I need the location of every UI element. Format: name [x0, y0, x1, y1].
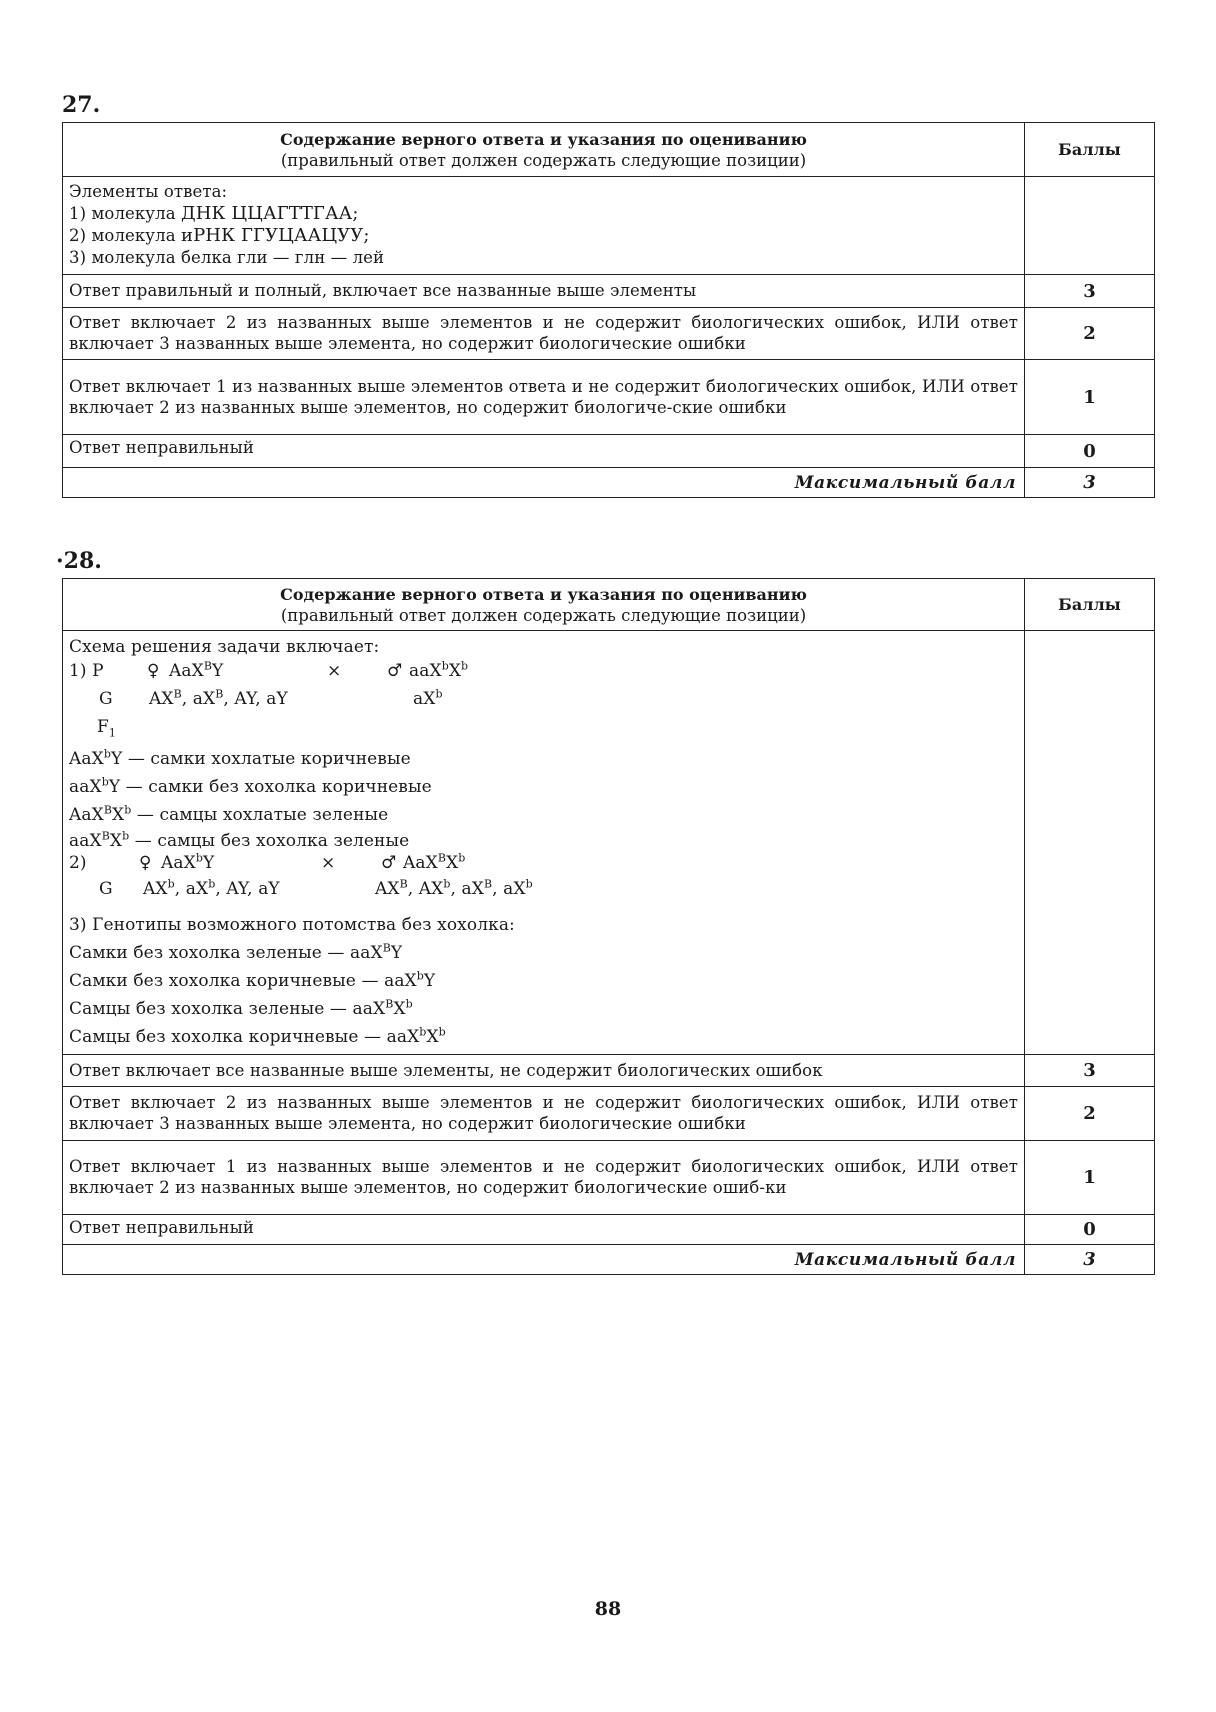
q27-element-2: 2) молекула иРНК ГГУЦААЦУУ;: [69, 225, 370, 246]
q28-cross2-male-genotype: $AaX^BX^b$: [403, 851, 466, 873]
q27-criterion-row: [63, 275, 1155, 308]
q28-cross1-parents: [69, 661, 1018, 689]
q27-criterion-text: Ответ включает 2 из названных выше элементов и не содержит биологических ошибок, ИЛИ ответ включает 3 названных выше элемента, но содержит биологические ошибки: [63, 308, 1025, 360]
q28-criterion-score: 2: [1025, 1087, 1155, 1141]
question-28-number: ·28.: [56, 548, 102, 574]
q28-header-subtitle: (правильный ответ должен содержать следующие позиции): [280, 605, 807, 625]
q28-header-content: [63, 579, 1025, 631]
q27-element-3: 3) молекула белка гли — глн — лей: [69, 248, 385, 267]
q28-solution-cell: [63, 631, 1025, 1055]
q28-max-row: [63, 1245, 1155, 1275]
q28-criterion-score: 3: [1025, 1055, 1155, 1087]
q27-header-row: [63, 123, 1155, 177]
q28-solution-score: [1025, 631, 1155, 1055]
question-27-number: 27.: [62, 92, 101, 118]
q27-elements-cell: [63, 177, 1025, 275]
q27-max-label: Максимальный балл: [63, 468, 1025, 498]
q28-cross1-female-genotype: AaX$^B$Y: [169, 659, 224, 681]
q28-cross2-gametes: [69, 879, 1018, 911]
q28-offspring1-item: $AaX^BX^b$ — самцы хохлатые зеленые: [69, 803, 389, 825]
q28-f1-label: $F_1$: [97, 717, 117, 740]
q28-header-score: Баллы: [1025, 579, 1155, 631]
q28-criterion-text: Ответ включает все названные выше элементы, не содержит биологических ошибок: [63, 1055, 1025, 1087]
q28-cross2-parents: [69, 853, 1018, 879]
q28-max-value: 3: [1025, 1245, 1155, 1275]
female-symbol-icon: ♀: [139, 853, 152, 873]
q28-cross2-female-genotype: AaX$^b$Y: [161, 851, 215, 873]
q27-criterion-row: [63, 308, 1155, 360]
q27-header-content: [63, 123, 1025, 177]
q28-offspring3-item: Самцы без хохолка коричневые — $aaX^bX^b$: [69, 1025, 446, 1047]
q27-criterion-score: 1: [1025, 360, 1155, 435]
male-symbol-icon: ♂: [381, 853, 397, 873]
q27-max-value: 3: [1025, 468, 1155, 498]
q28-cross2-male-gametes: $AX^B$, $AX^b$, $aX^B$, $aX^b$: [375, 877, 533, 899]
q28-cross1-male-genotype: $aaX^bX^b$: [409, 659, 469, 681]
q28-criterion-text: Ответ неправильный: [63, 1215, 1025, 1245]
q28-criterion-row: [63, 1215, 1155, 1245]
q27-element-1: 1) молекула ДНК ЦЦАГТТГАА;: [69, 203, 359, 224]
q28-criterion-row: [63, 1055, 1155, 1087]
cross-symbol-icon: ×: [327, 661, 342, 681]
q27-header-subtitle: (правильный ответ должен содержать следующие позиции): [280, 150, 807, 170]
q28-criterion-score: 1: [1025, 1141, 1155, 1215]
q27-grading-table: [62, 122, 1155, 498]
q27-criterion-score: 3: [1025, 275, 1155, 308]
q28-cross1-f1: [69, 717, 1018, 745]
q28-offspring1-item: aaX$^b$Y — самки без хохолка коричневые: [69, 775, 432, 797]
q28-offspring1-item: AaX$^b$Y — самки хохлатые коричневые: [69, 747, 411, 769]
q27-criterion-text: Ответ правильный и полный, включает все названные выше элементы: [63, 275, 1025, 308]
q28-cross2-female-gametes: $AX^b$, $aX^b$, AY, aY: [143, 877, 280, 899]
q28-cross2-num: 2): [69, 853, 87, 873]
q28-cross1-male-gametes: $aX^b$: [413, 687, 443, 709]
male-symbol-icon: ♂: [387, 661, 403, 681]
q27-criterion-score: 0: [1025, 435, 1155, 468]
q28-criterion-row: [63, 1087, 1155, 1141]
q28-offspring3-item: Самки без хохолка коричневые — aaX$^b$Y: [69, 969, 436, 991]
q28-scheme-label: Схема решения задачи включает:: [69, 637, 380, 657]
q28-grading-table: [62, 578, 1155, 1275]
q27-criterion-row: [63, 435, 1155, 468]
q27-header-title: Содержание верного ответа и указания по оцениванию: [280, 129, 807, 149]
q27-criterion-text: Ответ включает 1 из названных выше элементов ответа и не содержит биологических ошибок, ИЛИ ответ включает 2 из названных выше элементов, но содержит биологиче-ские ошибки: [63, 360, 1025, 435]
q27-criterion-row: [63, 360, 1155, 435]
q27-elements-score: [1025, 177, 1155, 275]
q28-cross2-g-label: G: [99, 879, 113, 899]
page-number: 88: [594, 1598, 622, 1620]
q28-criterion-row: [63, 1141, 1155, 1215]
female-symbol-icon: ♀: [147, 661, 160, 681]
q28-header-title: Содержание верного ответа и указания по оцениванию: [280, 584, 807, 604]
q27-max-row: [63, 468, 1155, 498]
q28-criterion-score: 0: [1025, 1215, 1155, 1245]
q28-cross1-female-gametes: $AX^B$, $aX^B$, AY, aY: [149, 687, 288, 709]
q28-offspring3-item: Самцы без хохолка зеленые — $aaX^BX^b$: [69, 997, 413, 1019]
q28-cross1-g-label: G: [99, 689, 113, 709]
q27-elements-label: Элементы ответа:: [69, 182, 228, 201]
q28-criterion-text: Ответ включает 1 из названных выше элементов и не содержит биологических ошибок, ИЛИ ответ включает 2 из названных выше элементов, но содержит биологические ошиб-ки: [63, 1141, 1025, 1215]
q28-offspring3-item: Самки без хохолка зеленые — aaX$^B$Y: [69, 941, 403, 963]
q27-criterion-text: Ответ неправильный: [63, 435, 1025, 468]
q27-criterion-score: 2: [1025, 308, 1155, 360]
q28-criterion-text: Ответ включает 2 из названных выше элементов и не содержит биологических ошибок, ИЛИ ответ включает 3 названных выше элемента, но содержит биологические ошибки: [63, 1087, 1025, 1141]
q28-genotypes-label: 3) Генотипы возможного потомства без хохолка:: [69, 915, 515, 935]
cross-symbol-icon: ×: [321, 853, 336, 873]
q28-solution-row: [63, 631, 1155, 1055]
q28-cross1-gametes: [69, 689, 1018, 717]
q28-offspring1-item: $aaX^BX^b$ — самцы без хохолка зеленые: [69, 829, 410, 851]
q27-header-score: Баллы: [1025, 123, 1155, 177]
q28-max-label: Максимальный балл: [63, 1245, 1025, 1275]
q28-cross1-num: 1) P: [69, 661, 104, 681]
q28-header-row: [63, 579, 1155, 631]
q27-elements-row: [63, 177, 1155, 275]
